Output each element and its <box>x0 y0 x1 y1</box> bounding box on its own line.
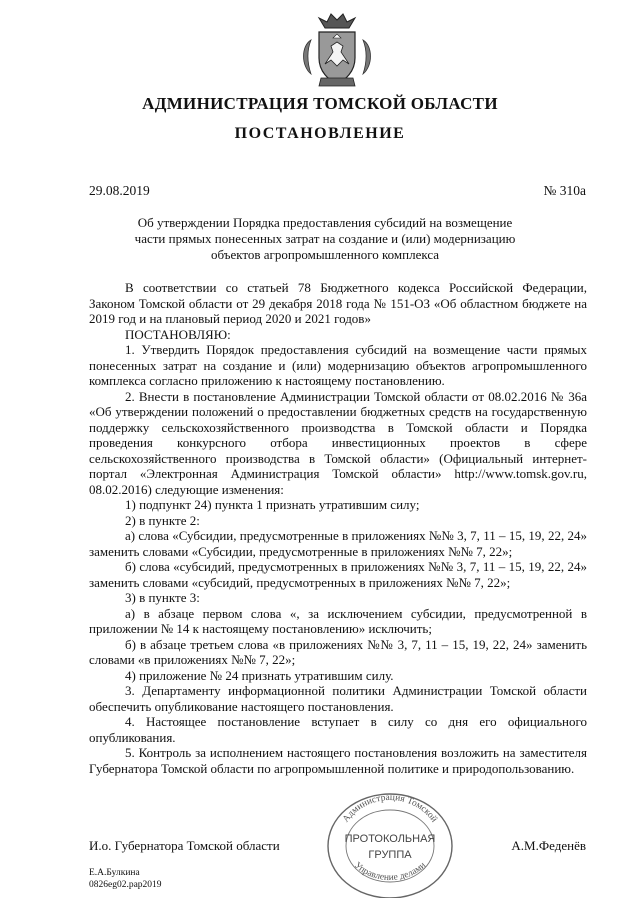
svg-text:Администрация Томской <box>341 793 439 824</box>
body-paragraph: б) в абзаце третьем слова «в приложениях №№ 3, 7, 11 – 15, 19, 22, 24» заменить словами «в приложениях №№ 7, 22»; <box>89 636 587 667</box>
body-paragraph: 1. Утвердить Порядок предоставления субсидий на возмещение части прямых понесенных затрат на создание и (или) модернизацию объектов агропромышленного комплекса согласно приложению к настоящему постановлению. <box>89 342 587 388</box>
body-paragraph: В соответствии со статьей 78 Бюджетного кодекса Российской Федерации, Законом Томской области от 29 декабря 2018 года № 151-ОЗ «Об областном бюджете на 2019 год и на плановый период 2020 и 2021 годов» <box>89 280 587 326</box>
subject-line: части прямых понесенных затрат на создание и (или) модернизацию <box>134 231 516 246</box>
author-name: Е.А.Булкина <box>89 868 140 878</box>
protocol-stamp <box>320 788 460 898</box>
body-paragraph: 3) в пункте 3: <box>125 590 200 605</box>
body-paragraph: а) в абзаце первом слова «, за исключением субсидии, предусмотренной в приложении № 14 к настоящему постановлению» исключить; <box>89 605 587 636</box>
svg-text:Управление делами <box>352 861 428 883</box>
body-paragraph: 4. Настоящее постановление вступает в силу со дня его официального опубликования. <box>89 714 587 745</box>
body-paragraph: 2) в пункте 2: <box>125 512 200 528</box>
coat-of-arms-icon <box>297 10 377 90</box>
body-paragraph: а) слова «Субсидии, предусмотренные в приложениях №№ 3, 7, 11 – 15, 19, 22, 24» заменить словами «Субсидии, предусмотренные в приложениях №№ 7, 22»; <box>89 528 587 559</box>
document-body <box>89 280 587 776</box>
body-paragraph: 1) подпункт 24) пункта 1 признать утратившим силу; <box>125 497 420 512</box>
stamp-arc-top: Администрация Томской <box>341 792 439 825</box>
stamp-line-2: ГРУППА <box>368 849 412 861</box>
subject-line: объектов агропромышленного комплекса <box>210 247 440 262</box>
document-footer <box>89 867 162 891</box>
document-date: 29.08.2019 <box>89 183 150 198</box>
organization-title: АДМИНИСТРАЦИЯ ТОМСКОЙ ОБЛАСТИ <box>142 94 498 113</box>
document-type: ПОСТАНОВЛЕНИЕ <box>234 125 406 142</box>
body-paragraph: б) слова «субсидий, предусмотренных в приложениях №№ 3, 7, 11 – 15, 19, 22, 24» заменить словами «субсидий, предусмотренных в приложениях №№ 7, 22»; <box>89 559 587 590</box>
stamp-line-1: ПРОТОКОЛЬНАЯ <box>344 833 436 845</box>
file-reference: 0826eg02.pap2019 <box>89 880 162 890</box>
document-subject <box>110 215 540 263</box>
body-paragraph: 5. Контроль за исполнением настоящего постановления возложить на заместителя Губернатора Томской области по агропромышленной политике и природопользованию. <box>89 745 587 776</box>
document-number: № 310а <box>543 183 586 198</box>
body-paragraph: 4) приложение № 24 признать утратившим силу. <box>125 667 394 683</box>
signer-name: А.М.Феденёв <box>511 838 586 853</box>
subject-line: Об утверждении Порядка предоставления субсидий на возмещение <box>137 215 513 230</box>
body-paragraph: 3. Департаменту информационной политики Администрации Томской области обеспечить опубликование настоящего постановления. <box>89 683 587 714</box>
body-paragraph: 2. Внести в постановление Администрации Томской области от 08.02.2016 № 36а «Об утверждении положений о предоставлении бюджетных средств на государственную поддержку сельскохозяйственного производства в Томской области и Порядка проведения конкурсного отбора инвестиционных проектов в сфере сельскохозяйственного производства в Томской области» (Официальный интернет-портал «Электронная Администрация Томской области» http://www.tomsk.gov.ru, 08.02.2016) следующие изменения: <box>89 388 587 497</box>
stamp-arc-bottom: Управление делами <box>351 860 429 884</box>
decree-keyword: ПОСТАНОВЛЯЮ: <box>125 326 231 342</box>
signer-title: И.о. Губернатора Томской области <box>89 838 280 853</box>
